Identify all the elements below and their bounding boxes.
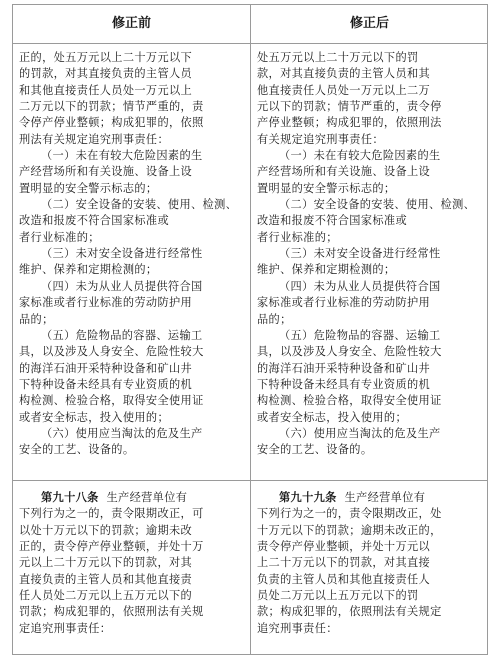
text-line: 下特种设备未经具有专业资质的机	[19, 377, 193, 391]
text-line: 家标准或者行业标准的劳动防护用	[19, 296, 193, 310]
left-row2-cell	[19, 490, 246, 637]
text-line: 置明显的安全警示标志的；	[19, 181, 158, 195]
text-line: 家标准或者行业标准的劳动防护用	[257, 296, 431, 310]
text-line: （四）未为从业人员提供符合国	[279, 279, 441, 293]
text-line: （五）危险物品的容器、运输工	[41, 328, 203, 342]
text-line: 他直接责任人员处一万元以上二万	[257, 83, 431, 97]
text-line: 负责的主管人员和其他直接责任人	[257, 572, 431, 586]
left-row1-cell	[19, 50, 246, 459]
text-line: 置明显的安全警示标志的；	[257, 181, 396, 195]
text-line: 具，以及涉及人身安全、危险性较大	[19, 345, 204, 359]
text-line: 元以上二十万元以下的罚款，对其	[19, 556, 193, 570]
text-line: 维护、保养和定期检测的；	[257, 263, 396, 277]
header-before: 修正前	[111, 16, 151, 31]
text-line: 定追究刑事责任：	[19, 621, 112, 635]
text-line: 改造和报废不符合国家标准或	[257, 214, 407, 228]
text-line: 二万元以下的罚款；情节严重的，责	[19, 100, 204, 114]
text-line: 下列行为之一的，责令限期改正，可	[19, 507, 204, 521]
text-line: （四）未为从业人员提供符合国	[41, 279, 203, 293]
comparison-table	[12, 4, 488, 655]
text-line: 具，以及涉及人身安全、危险性较大	[257, 345, 442, 359]
text-line: 产经营场所和有关设施、设备上设	[257, 165, 431, 179]
text-line: 罚款；构成犯罪的，依照刑法有关规	[19, 605, 204, 619]
text-line: （五）危险物品的容器、运输工	[279, 328, 441, 342]
text-line: 款；构成犯罪的，依照刑法有关规定	[257, 605, 442, 619]
text-line: 的海洋石油开采特种设备和矿山井	[257, 361, 431, 375]
text-line: 改造和报废不符合国家标准或	[19, 214, 169, 228]
text-line: 上二十万元以下的罚款，对其直接	[257, 556, 431, 570]
text-line: 正的，处五万元以上二十万元以下	[19, 51, 193, 64]
text-line: 款，对其直接负责的主管人员和其	[257, 67, 431, 81]
left-row2-first-line	[19, 490, 246, 506]
text-line: 品的；	[19, 312, 54, 326]
column-divider	[250, 5, 251, 654]
text-line: 安全的工艺、设备的。	[19, 443, 135, 457]
text-line: 员处二万元以上五万元以下的罚	[257, 589, 419, 603]
text-line: 有关规定追究刑事责任：	[257, 132, 384, 146]
text-line: 安全的工艺、设备的。	[257, 443, 373, 457]
text-line: 追究刑事责任：	[257, 621, 338, 635]
right-row2-first-line	[257, 490, 484, 506]
text-line: （一）未在有较大危险因素的生	[41, 149, 203, 163]
text-line: 处五万元以上二十万元以下的罚	[257, 51, 419, 64]
text-line: （二）安全设备的安装、使用、检测、	[41, 198, 238, 212]
text-line: 品的；	[257, 312, 292, 326]
right-row1-cell	[257, 50, 484, 459]
text-line: （六）使用应当淘汰的危及生产	[279, 426, 441, 440]
text-line: 的海洋石油开采特种设备和矿山井	[19, 361, 193, 375]
text-line: 或者安全标志，投入使用的；	[19, 410, 169, 424]
header-after: 修正后	[349, 16, 389, 31]
text-line: 或者安全标志，投入使用的；	[257, 410, 407, 424]
text-line: 下列行为之一的，责令限期改正，处	[257, 507, 442, 521]
text-line: 任人员处二万元以上五万元以下的	[19, 589, 193, 603]
text-line: 维护、保养和定期检测的；	[19, 263, 158, 277]
text-line: 直接负责的主管人员和其他直接责	[19, 572, 193, 586]
row-divider	[13, 480, 487, 481]
article-99-label: 第九十九条	[279, 491, 337, 504]
text-line: 构检测、检验合格，取得安全使用证	[257, 394, 442, 408]
text-line: 和其他直接责任人员处一万元以上	[19, 83, 193, 97]
text-line: 构检测、检验合格，取得安全使用证	[19, 394, 204, 408]
text-line: 以处十万元以下的罚款；逾期未改	[19, 523, 193, 537]
text-line: 者行业标准的；	[19, 230, 100, 244]
text-line: 产经营场所和有关设施、设备上设	[19, 165, 193, 179]
text-line: 产停业整顿；构成犯罪的，依照刑法	[257, 116, 442, 130]
text-line: 十万元以下的罚款；逾期未改正的，	[257, 523, 442, 537]
text-line: （一）未在有较大危险因素的生	[279, 149, 441, 163]
text-line: 者行业标准的；	[257, 230, 338, 244]
article-98-label: 第九十八条	[41, 491, 99, 504]
right-row2-cell	[257, 490, 484, 637]
text-line: （三）未对安全设备进行经常性	[279, 247, 441, 261]
text-line: 元以下的罚款；情节严重的，责令停	[257, 100, 442, 114]
text-line: （三）未对安全设备进行经常性	[41, 247, 203, 261]
text-line: 令停产停业整顿；构成犯罪的，依照	[19, 116, 204, 130]
text-line: 下特种设备未经具有专业资质的机	[257, 377, 431, 391]
right-row2-lead: 生产经营单位有	[344, 491, 426, 504]
right-row2-body	[257, 506, 484, 637]
text-line: 的罚款，对其直接负责的主管人员	[19, 67, 193, 81]
left-row2-lead: 生产经营单位有	[106, 491, 188, 504]
text-line: 正的，责令停产停业整顿，并处十万	[19, 540, 204, 554]
text-line: 责令停产停业整顿，并处十万元以	[257, 540, 431, 554]
text-line: （二）安全设备的安装、使用、检测、	[279, 198, 476, 212]
text-line: （六）使用应当淘汰的危及生产	[41, 426, 203, 440]
text-line: 刑法有关规定追究刑事责任：	[19, 132, 169, 146]
left-row2-body	[19, 506, 246, 637]
header-divider	[13, 43, 487, 44]
